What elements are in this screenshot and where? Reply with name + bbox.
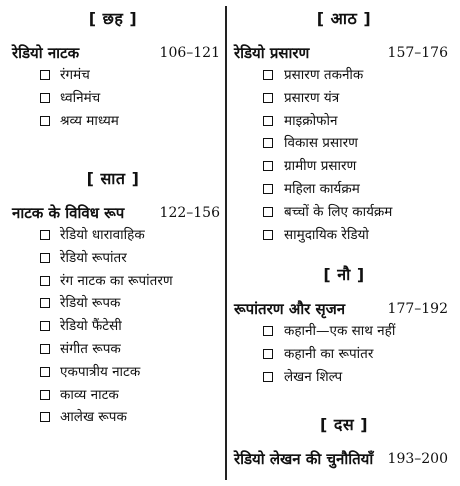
part-six xyxy=(0,8,226,132)
topic-item[interactable] xyxy=(0,87,226,110)
checkbox-square-icon xyxy=(40,253,50,263)
topic-label: एकपात्रीय नाटक xyxy=(60,363,141,380)
checkbox-square-icon xyxy=(263,138,273,148)
chapter-title: रेडियो नाटक xyxy=(12,44,80,62)
topic-item[interactable] xyxy=(228,366,460,389)
topic-label: रंग नाटक का रूपांतरण xyxy=(60,272,173,289)
topic-label: संगीत रूपक xyxy=(60,340,121,357)
topic-item[interactable] xyxy=(228,320,460,343)
topic-item[interactable] xyxy=(228,64,460,87)
checkbox-square-icon xyxy=(263,184,273,194)
checkbox-square-icon xyxy=(40,298,50,308)
topic-list xyxy=(228,64,460,246)
chapter-row[interactable] xyxy=(228,298,460,320)
part-ten xyxy=(228,414,460,470)
part-heading: [ आठ ] xyxy=(316,9,372,28)
topic-label: श्रव्य माध्यम xyxy=(60,112,119,129)
topic-label: रंगमंच xyxy=(60,67,90,83)
topic-label: ध्वनिमंच xyxy=(60,89,101,106)
chapter-row[interactable] xyxy=(0,42,226,64)
checkbox-square-icon xyxy=(40,321,50,331)
chapter-page-range: 122–156 xyxy=(159,205,220,221)
topic-item[interactable] xyxy=(228,87,460,110)
checkbox-square-icon xyxy=(263,372,273,382)
topic-item[interactable] xyxy=(228,178,460,201)
topic-label: कहानी का रूपांतर xyxy=(284,345,374,362)
checkbox-square-icon xyxy=(40,93,50,103)
checkbox-square-icon xyxy=(263,349,273,359)
chapter-title: नाटक के विविध रूप xyxy=(12,204,125,222)
topic-item[interactable] xyxy=(0,270,226,293)
checkbox-square-icon xyxy=(40,276,50,286)
chapter-row[interactable] xyxy=(0,202,226,224)
topic-item[interactable] xyxy=(228,224,460,247)
topic-label: सामुदायिक रेडियो xyxy=(284,226,369,243)
topic-label: आलेख रूपक xyxy=(60,409,127,426)
topic-item[interactable] xyxy=(0,361,226,384)
checkbox-square-icon xyxy=(40,116,50,126)
checkbox-square-icon xyxy=(263,93,273,103)
chapter-row[interactable] xyxy=(228,448,460,470)
topic-item[interactable] xyxy=(0,247,226,270)
topic-item[interactable] xyxy=(0,338,226,361)
chapter-row[interactable] xyxy=(228,42,460,64)
checkbox-square-icon xyxy=(263,161,273,171)
topic-item[interactable] xyxy=(0,315,226,338)
part-heading: [ सात ] xyxy=(86,169,140,188)
checkbox-square-icon xyxy=(40,230,50,240)
topic-item[interactable] xyxy=(228,343,460,366)
topic-list xyxy=(0,64,226,132)
topic-label: ग्रामीण प्रसारण xyxy=(284,158,357,175)
topic-item[interactable] xyxy=(0,64,226,87)
checkbox-square-icon xyxy=(40,412,50,422)
topic-label: माइक्रोफोन xyxy=(284,112,338,129)
chapter-page-range: 193–200 xyxy=(387,451,448,467)
checkbox-square-icon xyxy=(263,70,273,80)
topic-item[interactable] xyxy=(0,292,226,315)
topic-list xyxy=(0,224,226,429)
checkbox-square-icon xyxy=(263,207,273,217)
topic-label: प्रसारण तकनीक xyxy=(284,67,364,83)
topic-item[interactable] xyxy=(228,110,460,133)
topic-item[interactable] xyxy=(228,132,460,155)
left-column xyxy=(0,0,226,486)
topic-item[interactable] xyxy=(228,201,460,224)
checkbox-square-icon xyxy=(40,390,50,400)
part-heading: [ छह ] xyxy=(88,9,138,28)
topic-item[interactable] xyxy=(0,406,226,429)
chapter-page-range: 106–121 xyxy=(159,45,220,61)
part-heading: [ दस ] xyxy=(319,415,369,434)
topic-label: काव्य नाटक xyxy=(60,386,119,403)
topic-list xyxy=(228,320,460,388)
chapter-title: रेडियो प्रसारण xyxy=(234,44,310,62)
checkbox-square-icon xyxy=(40,344,50,354)
checkbox-square-icon xyxy=(263,326,273,336)
chapter-title: रूपांतरण और सृजन xyxy=(234,300,346,318)
topic-label: महिला कार्यक्रम xyxy=(284,180,360,197)
topic-label: रेडियो रूपक xyxy=(60,295,121,312)
chapter-title: रेडियो लेखन की चुनौतियाँ xyxy=(234,450,374,468)
topic-item[interactable] xyxy=(0,110,226,133)
chapter-page-range: 177–192 xyxy=(387,301,448,317)
checkbox-square-icon xyxy=(40,70,50,80)
topic-label: रेडियो रूपांतर xyxy=(60,249,127,266)
part-nine xyxy=(228,264,460,388)
topic-label: विकास प्रसारण xyxy=(284,135,358,152)
topic-item[interactable] xyxy=(0,224,226,247)
part-seven xyxy=(0,168,226,429)
topic-label: बच्चों के लिए कार्यक्रम xyxy=(284,203,393,220)
checkbox-square-icon xyxy=(40,367,50,377)
topic-label: प्रसारण यंत्र xyxy=(284,89,340,106)
part-eight xyxy=(228,8,460,246)
checkbox-square-icon xyxy=(263,230,273,240)
part-heading: [ नौ ] xyxy=(323,265,365,284)
topic-item[interactable] xyxy=(0,384,226,407)
topic-label: रेडियो धारावाहिक xyxy=(60,227,145,243)
topic-item[interactable] xyxy=(228,155,460,178)
checkbox-square-icon xyxy=(263,116,273,126)
topic-label: कहानी—एक साथ नहीं xyxy=(284,323,396,339)
topic-label: लेखन शिल्प xyxy=(284,368,343,385)
topic-label: रेडियो फैंटेसी xyxy=(60,318,122,335)
right-column xyxy=(228,0,460,486)
chapter-page-range: 157–176 xyxy=(387,45,448,61)
